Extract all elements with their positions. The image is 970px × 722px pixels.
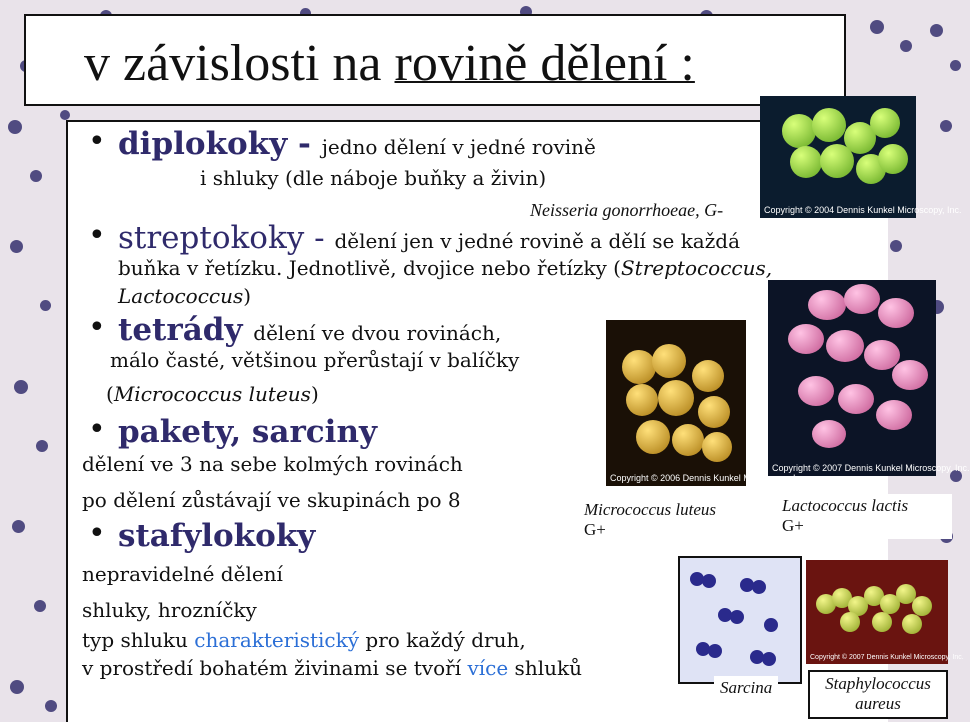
example-neisseria: Neisseria gonorrhoeae, G- [530, 200, 724, 220]
desc-stafylokoky-3a: typ shluku [82, 628, 195, 652]
desc-stafylokoky-3b: charakteristický [194, 628, 360, 652]
background-cell [36, 440, 48, 452]
title-underlined: rovině dělení : [394, 35, 695, 92]
desc-tetrady-3b: Micrococcus luteus [113, 382, 311, 406]
list-item-stafylokoky [118, 518, 315, 554]
background-cell [40, 300, 51, 311]
term-pakety: pakety, sarciny [118, 414, 377, 450]
desc-stafylokoky-4a: v prostředí bohatém živinami se tvoří [82, 656, 468, 680]
desc-diplokoky: jedno dělení v jedné rovině [321, 135, 596, 159]
background-cell [10, 680, 24, 694]
copyright-staph: Copyright © 2007 Dennis Kunkel Microscopy, Inc. [810, 654, 964, 661]
caption-staph-1: Staphylococcus [825, 674, 931, 693]
title-box [24, 14, 846, 106]
staphylococcus-micrograph [806, 560, 964, 664]
page-title [84, 34, 695, 93]
background-cell [34, 600, 46, 612]
neisseria-micrograph [760, 96, 962, 218]
desc-tetrady-3a: ( [106, 382, 114, 406]
term-diplokoky: diplokoky - [118, 126, 322, 162]
desc-streptokoky-3 [118, 284, 251, 308]
list-item-tetrady [118, 312, 501, 348]
background-cell [12, 520, 25, 533]
list-item-streptokoky [118, 220, 740, 256]
desc-diplokoky-2: i shluky (dle náboje buňky a živin) [200, 166, 547, 190]
caption-staph-2: aureus [855, 694, 901, 714]
caption-lactococcus-gram: G+ [782, 516, 804, 536]
desc-streptokoky-2a: buňka v řetízku. Jednotlivě, dvojice nebo řetízky ( [118, 256, 621, 280]
desc-streptokoky-2 [118, 256, 772, 280]
desc-stafylokoky-3 [82, 628, 526, 652]
background-cell [890, 240, 902, 252]
desc-pakety-2: po dělení zůstávají ve skupinách po 8 [82, 488, 461, 512]
caption-staphylococcus [808, 670, 948, 719]
background-cell [10, 240, 23, 253]
caption-lactococcus-name: Lactococcus lactis [782, 496, 909, 515]
background-cell [900, 40, 912, 52]
list-item-pakety [118, 414, 377, 450]
background-cell [870, 20, 884, 34]
caption-sarcina: Sarcina [714, 676, 778, 700]
title-prefix: v závislosti na [84, 35, 395, 92]
copyright-lactococcus: Copyright © 2007 Dennis Kunkel Microscopy, Inc. [772, 463, 970, 473]
copyright-micrococcus: Copyright © 2006 Dennis Kunkel Microscopy, Inc. [610, 473, 808, 483]
sarcina-micrograph [678, 556, 802, 684]
background-cell [60, 110, 70, 120]
lactococcus-micrograph [768, 280, 970, 476]
caption-lactococcus [776, 494, 952, 539]
caption-micrococcus-gram: G+ [584, 520, 606, 540]
micrococcus-micrograph [606, 320, 808, 486]
desc-stafylokoky-4 [82, 656, 582, 680]
copyright-neisseria: Copyright © 2004 Dennis Kunkel Microscopy, Inc. [764, 205, 962, 215]
desc-tetrady-2: málo časté, většinou přerůstají v balíčky [110, 348, 520, 372]
desc-streptokoky: dělení jen v jedné rovině a dělí se každá [334, 229, 740, 253]
background-cell [950, 60, 961, 71]
desc-stafylokoky-2: shluky, hrozníčky [82, 598, 257, 622]
background-cell [940, 120, 952, 132]
term-tetrady: tetrády [118, 312, 254, 348]
background-cell [45, 700, 57, 712]
desc-tetrady-3c: ) [310, 382, 319, 406]
desc-streptokoky-3b: ) [243, 284, 252, 308]
desc-stafylokoky-4c: shluků [508, 656, 582, 680]
desc-stafylokoky: nepravidelné dělení [82, 562, 283, 586]
caption-micrococcus [584, 500, 716, 541]
desc-tetrady-3 [106, 382, 319, 406]
desc-streptokoky-2b: Streptococcus, [620, 256, 773, 280]
caption-micrococcus-name: Micrococcus luteus [584, 500, 717, 519]
desc-pakety: dělení ve 3 na sebe kolmých rovinách [82, 452, 463, 476]
desc-streptokoky-3a: Lactococcus [118, 284, 244, 308]
desc-tetrady: dělení ve dvou rovinách, [253, 321, 502, 345]
list-item-diplokoky [118, 126, 596, 162]
background-cell [930, 24, 943, 37]
background-cell [30, 170, 42, 182]
desc-stafylokoky-4b: více [467, 656, 509, 680]
background-cell [14, 380, 28, 394]
term-stafylokoky: stafylokoky [118, 518, 316, 554]
term-streptokoky: streptokoky - [118, 220, 335, 256]
desc-stafylokoky-3c: pro každý druh, [359, 628, 526, 652]
background-cell [8, 120, 22, 134]
